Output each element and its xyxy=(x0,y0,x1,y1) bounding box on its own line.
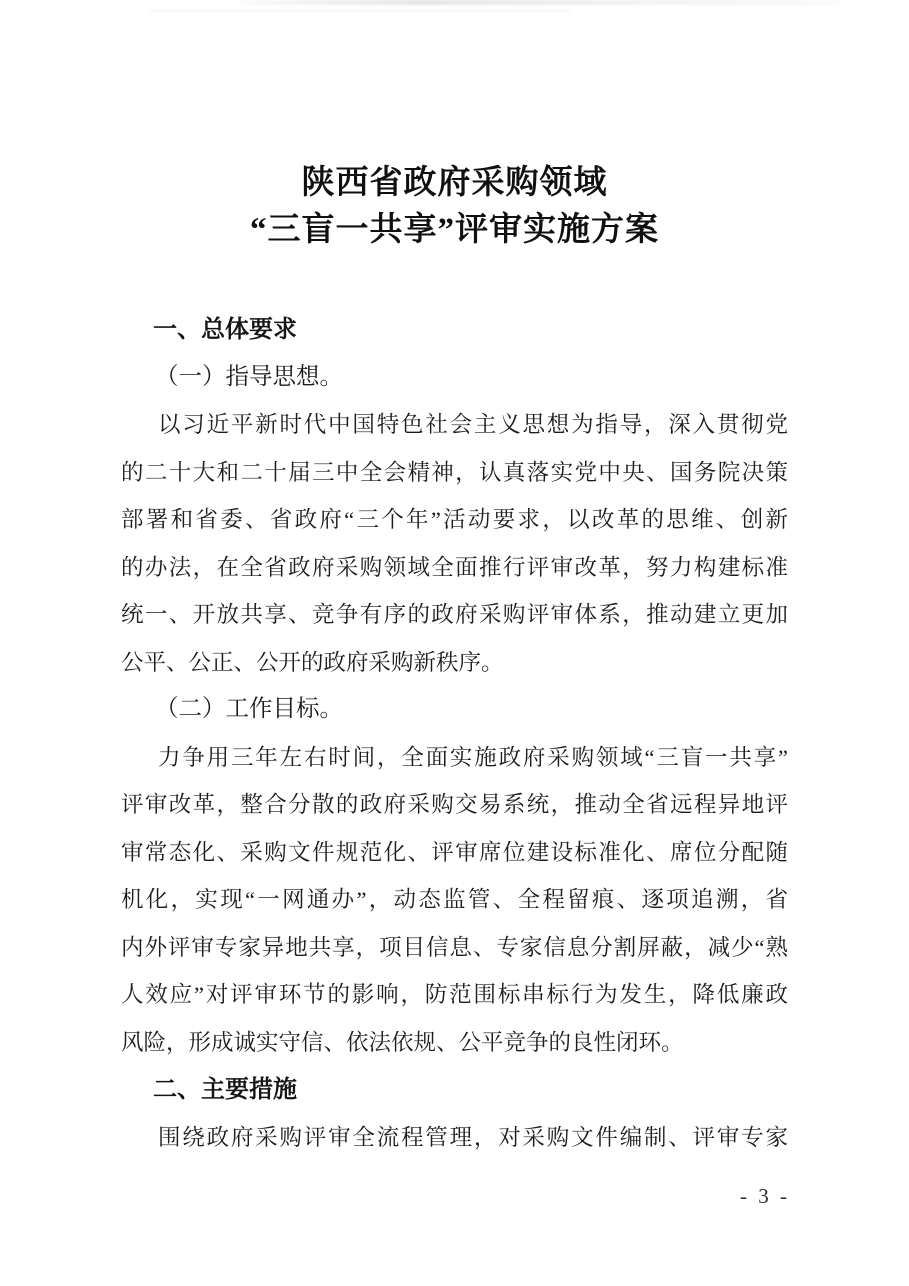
paragraph-line: 力争用三年左右时间，全面实施政府采购领域“三盲一共享” xyxy=(158,744,788,770)
document-body xyxy=(121,306,788,1161)
paragraph-line: 部署和省委、省政府“三个年”活动要求，以改革的思维、创新 xyxy=(121,507,788,532)
paragraph-line: 内外评审专家异地共享，项目信息、专家信息分割屏蔽，减少“熟 xyxy=(121,934,788,960)
paragraph-line: 评审改革，整合分散的政府采购交易系统，推动全省远程异地评 xyxy=(121,792,788,817)
subsection-heading-1-2: （二）工作目标。 xyxy=(155,696,343,722)
section-heading-1: 一、总体要求 xyxy=(153,316,297,343)
scan-artifact xyxy=(150,9,570,12)
page-number: - 3 - xyxy=(740,1184,790,1208)
paragraph-line: 以习近平新时代中国特色社会主义思想为指导，深入贯彻党 xyxy=(158,412,788,437)
paragraph-line: 围绕政府采购评审全流程管理，对采购文件编制、评审专家 xyxy=(158,1124,788,1150)
section-heading-2: 二、主要措施 xyxy=(153,1076,297,1103)
paragraph-line: 人效应”对评审环节的影响，防范围标串标行为发生，降低廉政 xyxy=(121,982,788,1007)
paragraph-line: 的二十大和二十届三中全会精神，认真落实党中央、国务院决策 xyxy=(121,459,788,485)
paragraph-line: 的办法，在全省政府采购领域全面推行评审改革，努力构建标准 xyxy=(121,554,788,580)
paragraph-line: 统一、开放共享、竞争有序的政府采购评审体系，推动建立更加 xyxy=(121,602,788,627)
scan-artifact xyxy=(240,0,840,5)
paragraph-line: 机化，实现“一网通办”，动态监管、全程留痕、逐项追溯，省 xyxy=(121,887,788,912)
document-title-line-2: “三盲一共享”评审实施方案 xyxy=(250,212,659,248)
document-title-line-1: 陕西省政府采购领域 xyxy=(301,165,608,201)
subsection-heading-1-1: （一）指导思想。 xyxy=(155,363,343,390)
paragraph-line: 审常态化、采购文件规范化、评审席位建设标准化、席位分配随 xyxy=(121,839,788,865)
paragraph-line: 公平、公正、公开的政府采购新秩序。 xyxy=(121,649,504,675)
paragraph-line: 风险，形成诚实守信、依法依规、公平竞争的良性闭环。 xyxy=(121,1029,684,1055)
document-title xyxy=(0,160,909,254)
